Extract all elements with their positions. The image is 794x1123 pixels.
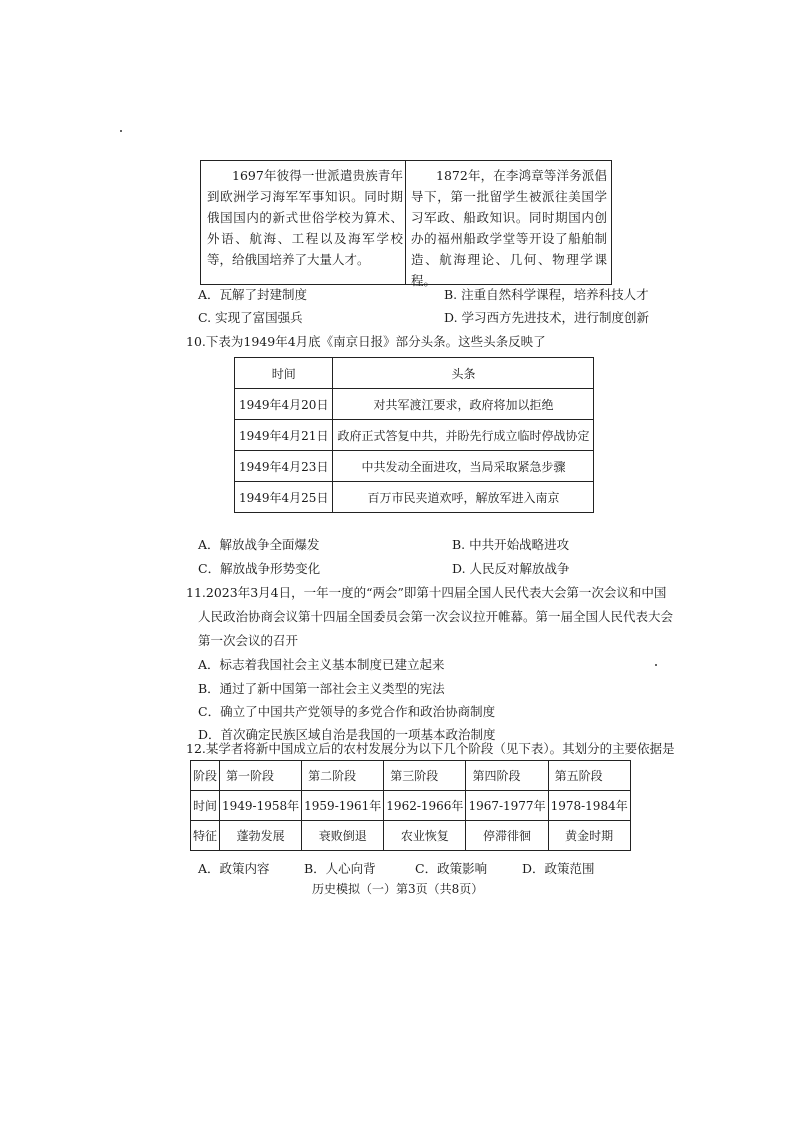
period-cell: 1962-1966年 [384,791,466,821]
period-cell: 1978-1984年 [548,791,630,821]
q11-stem-line-1: 11.2023年3月4日，一年一度的“两会”即第十四届全国人民代表大会第一次会议和中国 [186,585,667,600]
q12-stem: 12.某学者将新中国成立后的农村发展分为以下几个阶段（见下表）。其划分的主要依据是 [186,741,675,756]
row-headline: 百万市民夹道欢呼，解放军进入南京 [333,482,594,513]
q10-headline-table [234,357,594,513]
stage-cell: 第三阶段 [384,761,466,791]
header-headline: 头条 [333,358,594,389]
q11-option-c[interactable]: C．确立了中国共产党领导的多党合作和政治协商制度 [198,704,496,719]
scan-speck [120,130,122,132]
table-row [191,791,631,821]
q10-option-a[interactable]: A．解放战争全面爆发 [198,537,320,552]
scan-speck [655,664,657,666]
q11-stem-line-2: 人民政治协商会议第十四届全国委员会第一次会议拉开帷幕。第一届全国人民代表大会 [198,609,674,624]
q12-stage-table [190,760,631,851]
row-date: 1949年4月20日 [235,389,333,420]
header-time: 时间 [235,358,333,389]
table-row [235,420,594,451]
q12-option-a[interactable]: A．政策内容 [198,861,270,876]
row-date: 1949年4月25日 [235,482,333,513]
q11-stem-line-3: 第一次会议的召开 [198,633,299,648]
period-cell: 1949-1958年 [220,791,302,821]
q11-option-a[interactable]: A．标志着我国社会主义基本制度已建立起来 [198,657,445,672]
row-label: 阶段 [191,761,220,791]
q10-stem: 10.下表为1949年4月底《南京日报》部分头条。这些头条反映了 [186,334,546,349]
q10-option-d[interactable]: D. 人民反对解放战争 [452,561,570,576]
q10-option-b[interactable]: B. 中共开始战略进攻 [452,537,570,552]
table-row [235,451,594,482]
q12-option-c[interactable]: C．政策影响 [415,861,488,876]
q9-option-d[interactable]: D. 学习西方先进技术，进行制度创新 [444,310,650,325]
table-header-row [235,358,594,389]
feature-cell: 衰败倒退 [302,821,384,851]
row-headline: 对共军渡江要求，政府将加以拒绝 [333,389,594,420]
source-right-text: 1872年，在李鸿章等洋务派倡导下，第一批留学生被派往美国学习军政、船政知识。同时期国内创办的福州船政学堂等开设了船舶制造、航海理论、几何、物理学课程。 [411,168,607,288]
row-date: 1949年4月21日 [235,420,333,451]
source-left-text: 1697年彼得一世派遣贵族青年到欧洲学习海军军事知识。同时期俄国国内的新式世俗学校为算术、外语、航海、工程以及海军学校等，给俄国培养了大量人才。 [207,168,403,267]
q9-option-b[interactable]: B. 注重自然科学课程，培养科技人才 [444,287,649,302]
feature-cell: 蓬勃发展 [220,821,302,851]
stage-cell: 第二阶段 [302,761,384,791]
q11-option-d[interactable]: D．首次确定民族区域自治是我国的一项基本政治制度 [198,727,496,742]
row-headline: 政府正式答复中共，并盼先行成立临时停战协定 [333,420,594,451]
q12-option-b[interactable]: B．人心向背 [304,861,376,876]
source-comparison-box [200,160,612,288]
page-footer: 历史模拟（一）第3页（共8页） [312,882,484,896]
table-row [191,761,631,791]
feature-cell: 黄金时期 [548,821,630,851]
q9-option-a[interactable]: A．瓦解了封建制度 [198,287,308,302]
table-row [235,482,594,513]
box-divider [405,161,406,284]
row-date: 1949年4月23日 [235,451,333,482]
table-row [191,821,631,851]
stage-cell: 第四阶段 [466,761,548,791]
row-label: 时间 [191,791,220,821]
q10-option-c[interactable]: C．解放战争形势变化 [198,561,321,576]
feature-cell: 停滞徘徊 [466,821,548,851]
q9-option-c[interactable]: C. 实现了富国强兵 [198,310,303,325]
q12-option-d[interactable]: D．政策范围 [522,861,595,876]
feature-cell: 农业恢复 [384,821,466,851]
period-cell: 1967-1977年 [466,791,548,821]
row-label: 特征 [191,821,220,851]
stage-cell: 第五阶段 [548,761,630,791]
table-row [235,389,594,420]
stage-cell: 第一阶段 [220,761,302,791]
row-headline: 中共发动全面进攻，当局采取紧急步骤 [333,451,594,482]
period-cell: 1959-1961年 [302,791,384,821]
q11-option-b[interactable]: B．通过了新中国第一部社会主义类型的宪法 [198,681,445,696]
